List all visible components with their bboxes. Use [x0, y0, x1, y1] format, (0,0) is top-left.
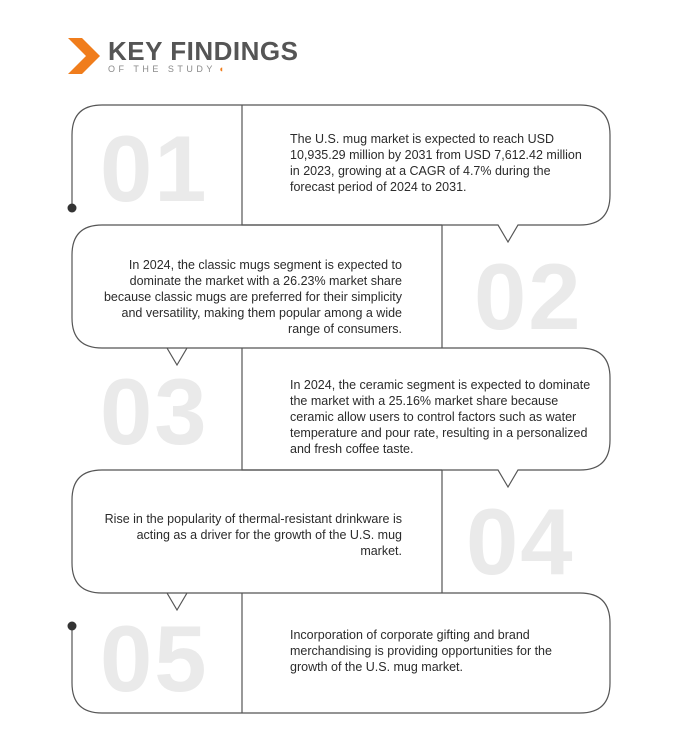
finding-text-05: Incorporation of corporate gifting and brand merchandising is providing opportunities for the growth of the U.S. mug market.	[290, 628, 552, 674]
timeline-dot-bottom	[68, 622, 77, 631]
page-subtitle: OF THE STUDY ◖	[108, 64, 224, 74]
finding-number-02: 02	[474, 244, 583, 349]
timeline-dot-top	[68, 204, 77, 213]
finding-number-04: 04	[466, 489, 575, 594]
accent-dot-icon: ◖	[215, 64, 224, 74]
finding-text-03: In 2024, the ceramic segment is expected to dominate the market with a 25.16% market share because ceramic allow users to control factors such as water temperature and pour rate, resulting in a personalized and fresh coffee taste.	[290, 378, 591, 456]
finding-text-04: Rise in the popularity of thermal-resistant drinkware is acting as a driver for the growth of the U.S. mug market.	[104, 512, 402, 558]
page-title: KEY FINDINGS	[108, 36, 299, 66]
finding-text-02: In 2024, the classic mugs segment is expected to dominate the market with a 26.23% market share because classic mugs are preferred for their simplicity and versatility, making them popular among a wide range of consumers.	[103, 258, 402, 336]
finding-number-03: 03	[100, 359, 209, 464]
finding-text-01: The U.S. mug market is expected to reach USD 10,935.29 million by 2031 from USD 7,612.42 million in 2023, growing at a CAGR of 4.7% during the forecast period of 2024 to 2031.	[290, 132, 582, 194]
finding-number-05: 05	[100, 606, 209, 711]
finding-number-01: 01	[100, 116, 209, 221]
